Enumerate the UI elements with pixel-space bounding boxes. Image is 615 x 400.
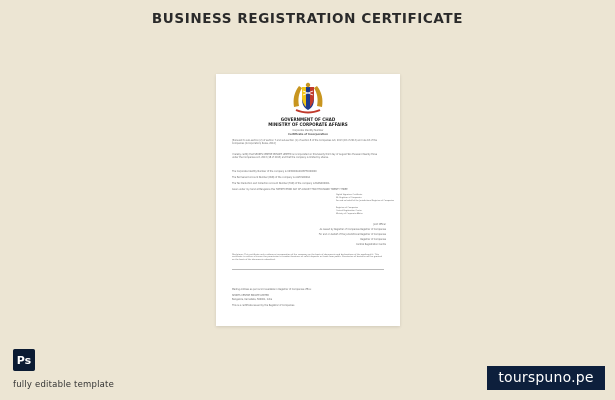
photoshop-icon: Ps (13, 349, 35, 371)
tagline: fully editable template (13, 380, 115, 390)
registrar-line: Ministry of Corporate Affairs (336, 213, 363, 215)
pan-text: The Permanent Account Number (PAN) of the company is AAHCS0000A (232, 176, 311, 179)
issuer-line: As issued by Registrar of Companies Registrar of Companies (319, 228, 386, 231)
given-text: Given under my hand at Bangalore this TWENTY-THIRD DAY OF AUGUST TWO THOUSAND TWENTY THREE (232, 188, 348, 191)
reference-line: Corporate Identity Number (292, 129, 324, 132)
coat-of-arms-icon (291, 81, 325, 115)
preamble-text: [Pursuant to sub-section (2) of section 7 and sub-section (1) of section 8 of the Companies Act, 2013 (18 of 2013) and rule 18 of the Companies (Incorporation) Rules, 2014] (232, 139, 378, 145)
issuer-line: Central Registration Centre (356, 243, 386, 246)
government-name: GOVERNMENT OF CHAD (280, 117, 336, 122)
ministry-name: MINISTRY OF CORPORATE AFFAIRS (268, 122, 348, 127)
brand-logo: tourspuno.pe (487, 366, 605, 390)
certificate-heading: Certificate of Incorporation (288, 133, 328, 136)
footer-line: SPORTS CENTRE PRIVATE LIMITED (232, 294, 270, 297)
signature-line: For and on behalf of the Jurisdictional Registrar of Companies (336, 200, 395, 202)
certify-text: I hereby certify that SPORTS CENTRE PRIVATE LIMITED is incorporated on this twenty third day of August Two thousand twenty three under the Companies Act, 2013 (18 of 2013) and that the company is limited by shares. (232, 153, 378, 159)
page-title: BUSINESS REGISTRATION CERTIFICATE (151, 11, 464, 27)
footer-line: This is a certificate issued by the Registrar of Companies (232, 304, 295, 307)
signature-line: Digital Signature Certificate (336, 194, 363, 196)
footer-line: Mailing Address as per record available in Registrar of Companies office: (232, 288, 312, 291)
signature-line: Mr. Registrar of Companies (336, 197, 362, 199)
issuer-line: Joint Officer (373, 223, 386, 226)
registrar-line: Central Registration Centre (336, 210, 362, 212)
footer-line: Bangalore, Karnataka, 560001, India (232, 298, 273, 301)
tan-text: The Tax Deduction and Collection Account Number (TAN) of the company is BLRS00000A (232, 182, 330, 185)
cin-text: The Corporate Identity Number of the company is U93000KA2023PTC000000 (232, 170, 317, 173)
issuer-line: For and on behalf of the Jurisdictional Registrar of Companies (318, 233, 386, 236)
issuer-line: Registrar of Companies (360, 238, 386, 241)
certificate-document (216, 74, 400, 326)
divider (232, 269, 384, 270)
registrar-line: Registrar of Companies (336, 207, 359, 209)
disclaimer-text: Disclaimer: This certificate only evidences incorporation of the company on the basis of documents and declarations of the applicant(s). This certificate is neither a license nor permission to conduct business or solicit deposits or funds from public. Permission of business will be granted on the basis of the documents submitted. (232, 254, 382, 261)
